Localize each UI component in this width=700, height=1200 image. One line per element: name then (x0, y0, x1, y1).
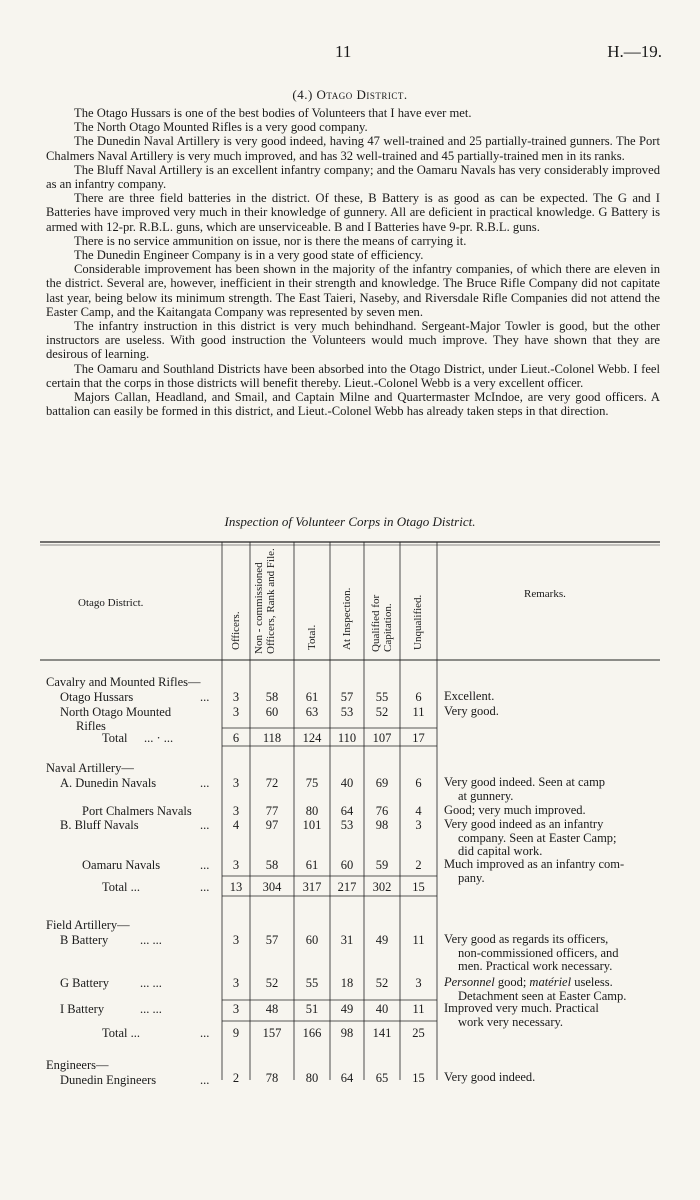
corps-name: G Battery (60, 976, 109, 990)
leader-dots: ... (200, 776, 210, 790)
paragraph: There is no service ammunition on issue, nor is there the means of carrying it. (74, 233, 467, 248)
total-value: 75 (305, 776, 319, 790)
corps-name: B Battery (60, 933, 109, 947)
leader-dots: ... (200, 1073, 210, 1087)
remarks-line: men. Practical work necessary. (458, 959, 613, 973)
nco-value: 57 (265, 933, 279, 947)
total-value: 317 (302, 880, 322, 894)
corps-name: Oamaru Navals (82, 858, 161, 872)
remarks-italic: Personnel (444, 975, 495, 989)
leader-dots: ... (200, 1026, 210, 1040)
nco-value: 48 (265, 1002, 279, 1016)
remarks (444, 1002, 662, 1029)
unqualified-value: 15 (412, 1071, 425, 1085)
leader-dots: ... ... (140, 1002, 162, 1016)
officers-value: 4 (232, 818, 240, 832)
document-reference: H.—19. (607, 42, 662, 61)
corps-name: Port Chalmers Navals (82, 804, 192, 818)
total-value: 61 (305, 690, 319, 704)
remarks: Very good indeed. (444, 1070, 536, 1084)
total-value: 80 (305, 804, 319, 818)
unqualified-value: 3 (415, 976, 422, 990)
total-value: 124 (302, 731, 322, 745)
group-heading: Naval Artillery— (46, 761, 134, 775)
corps-name: B. Bluff Navals (60, 818, 139, 832)
remarks (444, 776, 662, 803)
nco-value: 58 (265, 858, 279, 872)
leader-dots: ... · ... (144, 731, 174, 745)
remarks-line: Improved very much. Practical (444, 1001, 599, 1015)
group-heading: Field Artillery— (46, 918, 130, 932)
nco-value: 157 (262, 1026, 282, 1040)
inspection-value: 64 (340, 1071, 354, 1085)
nco-value: 60 (265, 705, 279, 719)
remarks-line: did capital work. (458, 844, 543, 858)
remarks-text: useless. (571, 975, 613, 989)
officers-value: 2 (232, 1071, 240, 1085)
inspection-value: 31 (340, 933, 354, 947)
paragraph: The Dunedin Naval Artillery is very good indeed, having 47 well-trained and 25 partially-trained gunners. The Port Chalmers Naval Artillery is very much improved, and has 32 well-trained and 45 partially-trained men in its ranks. (46, 134, 660, 163)
paragraph: There are three field batteries in the district. Of these, B Battery is as good as can be expected. The G and I Batteries have improved very much in their knowledge of gunnery. All are deficient in practical knowledge. G Battery is armed with 12-pr. R.B.L. guns, which are unserviceable. B and I Batteries have 9-pr. R.B.L. guns. (46, 191, 660, 234)
remarks: Good; very much improved. (444, 803, 586, 817)
remarks-line (444, 975, 613, 989)
officers-value: 3 (232, 776, 240, 790)
officers-value: 3 (232, 690, 240, 704)
inspection-value: 40 (340, 776, 354, 790)
group-heading: Cavalry and Mounted Rifles— (46, 675, 201, 689)
unqualified-value: 11 (412, 1002, 425, 1016)
inspection-value: 53 (340, 818, 354, 832)
total-value: 80 (305, 1071, 319, 1085)
total-value: 60 (305, 933, 319, 947)
total-label: Total ... (102, 1026, 141, 1040)
paragraph: Majors Callan, Headland, and Smail, and Captain Milne and Quartermaster McIndoe, are very good officers. A battalion can easily be formed in this district, and Lieut.-Colonel Webb has already taken steps in that direction. (46, 390, 660, 419)
remarks-line: pany. (458, 870, 485, 885)
corps-name-cont: Rifles (76, 719, 106, 733)
inspection-value: 98 (340, 1026, 354, 1040)
leader-dots: ... (200, 690, 210, 704)
inspection-value: 53 (340, 705, 354, 719)
section-title: (4.) Otago District. (292, 87, 408, 102)
inspection-value: 18 (340, 976, 354, 990)
nco-value: 77 (265, 804, 279, 818)
header-qualified: Qualified for Capitation. (370, 594, 394, 652)
qualified-value: 107 (372, 731, 392, 745)
paragraph: Considerable improvement has been shown in the majority of the infantry companies, of which there are eleven in the district. Several are, however, inefficient in their strength and knowledge. The Bruce Rifle Company did not capitate last year, being below its minimum strength. The East Taieri, Naseby, and Riversdale Rifle Companies did not attend the Easter Camp, and the Kaitangata Company was represented by seven men. (46, 262, 660, 319)
qualified-value: 302 (372, 880, 392, 894)
remarks (444, 858, 662, 885)
table-caption: Inspection of Volunteer Corps in Otago District. (224, 514, 476, 529)
paragraph: The North Otago Mounted Rifles is a very good company. (74, 120, 368, 135)
corps-name: North Otago Mounted (60, 705, 172, 719)
officers-value: 3 (232, 705, 240, 719)
remarks-line: Much improved as an infantry com- (444, 857, 625, 871)
inspection-value: 110 (337, 731, 357, 745)
qualified-value: 55 (375, 690, 389, 704)
page-header (0, 42, 700, 66)
nco-value: 52 (265, 976, 279, 990)
leader-dots: ... (200, 818, 210, 832)
remarks (444, 818, 662, 859)
leader-dots: ... (200, 880, 210, 894)
unqualified-value: 15 (412, 880, 425, 894)
group-heading: Engineers— (46, 1058, 109, 1072)
inspection-value: 217 (337, 880, 357, 894)
page-number: 11 (335, 42, 352, 61)
officers-value: 3 (232, 933, 240, 947)
remarks-line: Very good indeed as an infantry (444, 817, 604, 831)
unqualified-value: 25 (412, 1026, 425, 1040)
remarks-line: work very necessary. (458, 1014, 564, 1029)
header-officers: Officers. (230, 611, 242, 650)
qualified-value: 98 (375, 818, 389, 832)
remarks-italic: matériel (529, 975, 572, 989)
nco-value: 58 (265, 690, 279, 704)
header-nco: Non - commissioned Officers, Rank and File. (253, 548, 277, 654)
remarks-line: Very good as regards its officers, (444, 932, 609, 946)
qualified-value: 49 (375, 933, 389, 947)
officers-value: 3 (232, 976, 240, 990)
total-label: Total ... (102, 880, 141, 894)
nco-value: 97 (265, 818, 279, 832)
officers-value: 3 (232, 1002, 240, 1016)
remarks-line: at gunnery. (458, 788, 514, 803)
qualified-value: 141 (372, 1026, 392, 1040)
inspection-value: 60 (340, 858, 354, 872)
unqualified-value: 6 (415, 690, 422, 704)
inspection-value: 49 (340, 1002, 354, 1016)
unqualified-value: 11 (412, 933, 425, 947)
paragraph: The Oamaru and Southland Districts have been absorbed into the Otago District, under Lieut.-Colonel Webb. I feel certain that the corps in those districts will benefit thereby. Lieut.-Colonel Webb is a very excellent officer. (46, 361, 660, 390)
unqualified-value: 3 (415, 818, 422, 832)
nco-value: 72 (265, 776, 279, 790)
corps-name: I Battery (60, 1002, 105, 1016)
total-value: 61 (305, 858, 319, 872)
officers-value: 9 (232, 1026, 240, 1040)
officers-value: 6 (232, 731, 240, 745)
inspection-value: 57 (340, 690, 354, 704)
unqualified-value: 4 (415, 804, 422, 818)
nco-value: 118 (262, 731, 282, 745)
qualified-value: 59 (375, 858, 389, 872)
total-value: 51 (305, 1002, 319, 1016)
corps-name: A. Dunedin Navals (60, 776, 157, 790)
corps-name: Otago Hussars (60, 690, 134, 704)
paragraph: The Otago Hussars is one of the best bodies of Volunteers that I have ever met. (74, 106, 472, 120)
paragraph: The Bluff Naval Artillery is an excellent infantry company; and the Oamaru Navals has very considerably improved as an infantry company. (46, 162, 660, 192)
inspection-table (40, 540, 660, 1100)
unqualified-value: 11 (412, 705, 425, 719)
officers-value: 3 (232, 858, 240, 872)
leader-dots: ... (200, 858, 210, 872)
nco-value: 78 (265, 1071, 279, 1085)
qualified-value: 65 (375, 1071, 389, 1085)
qualified-value: 40 (375, 1002, 389, 1016)
paragraph: The infantry instruction in this district is very much behindhand. Sergeant-Major Towler is good, but the other instructors are useless. With good instruction the Volunteers would much improve. They have shown that they are desirous of learning. (46, 319, 660, 362)
nco-value: 304 (262, 880, 282, 894)
total-value: 63 (305, 705, 319, 719)
qualified-value: 52 (375, 976, 389, 990)
qualified-value: 69 (375, 776, 389, 790)
header-district: Otago District. (78, 597, 144, 609)
remarks: Very good. (444, 704, 499, 718)
total-value: 101 (302, 818, 322, 832)
qualified-value: 76 (375, 804, 389, 818)
remarks-line: company. Seen at Easter Camp; (458, 830, 617, 845)
unqualified-value: 2 (415, 858, 422, 872)
total-value: 166 (302, 1026, 322, 1040)
remarks-line: Very good indeed. Seen at camp (444, 775, 606, 789)
total-label: Total (102, 731, 128, 745)
unqualified-value: 6 (415, 776, 422, 790)
leader-dots: ... ... (140, 933, 162, 947)
remarks-text: good; (494, 975, 530, 989)
header-unqualified: Unqualified. (412, 594, 424, 650)
body-text (46, 106, 660, 418)
qualified-value: 52 (375, 705, 389, 719)
paragraph: The Dunedin Engineer Company is in a very good state of efficiency. (74, 248, 424, 263)
remarks-line: Detachment seen at Easter Camp. (458, 988, 627, 1003)
officers-value: 13 (229, 880, 243, 894)
inspection-value: 64 (340, 804, 354, 818)
remarks-line: non-commissioned officers, and (458, 945, 619, 960)
header-remarks: Remarks. (524, 588, 566, 600)
header-inspection: At Inspection. (341, 587, 353, 650)
leader-dots: ... ... (140, 976, 162, 990)
total-value: 55 (305, 976, 319, 990)
header-total: Total. (306, 624, 318, 650)
officers-value: 3 (232, 804, 240, 818)
remarks (444, 976, 662, 1003)
remarks (444, 933, 662, 974)
corps-name: Dunedin Engineers (60, 1073, 157, 1087)
unqualified-value: 17 (412, 731, 425, 745)
remarks: Excellent. (444, 689, 495, 703)
